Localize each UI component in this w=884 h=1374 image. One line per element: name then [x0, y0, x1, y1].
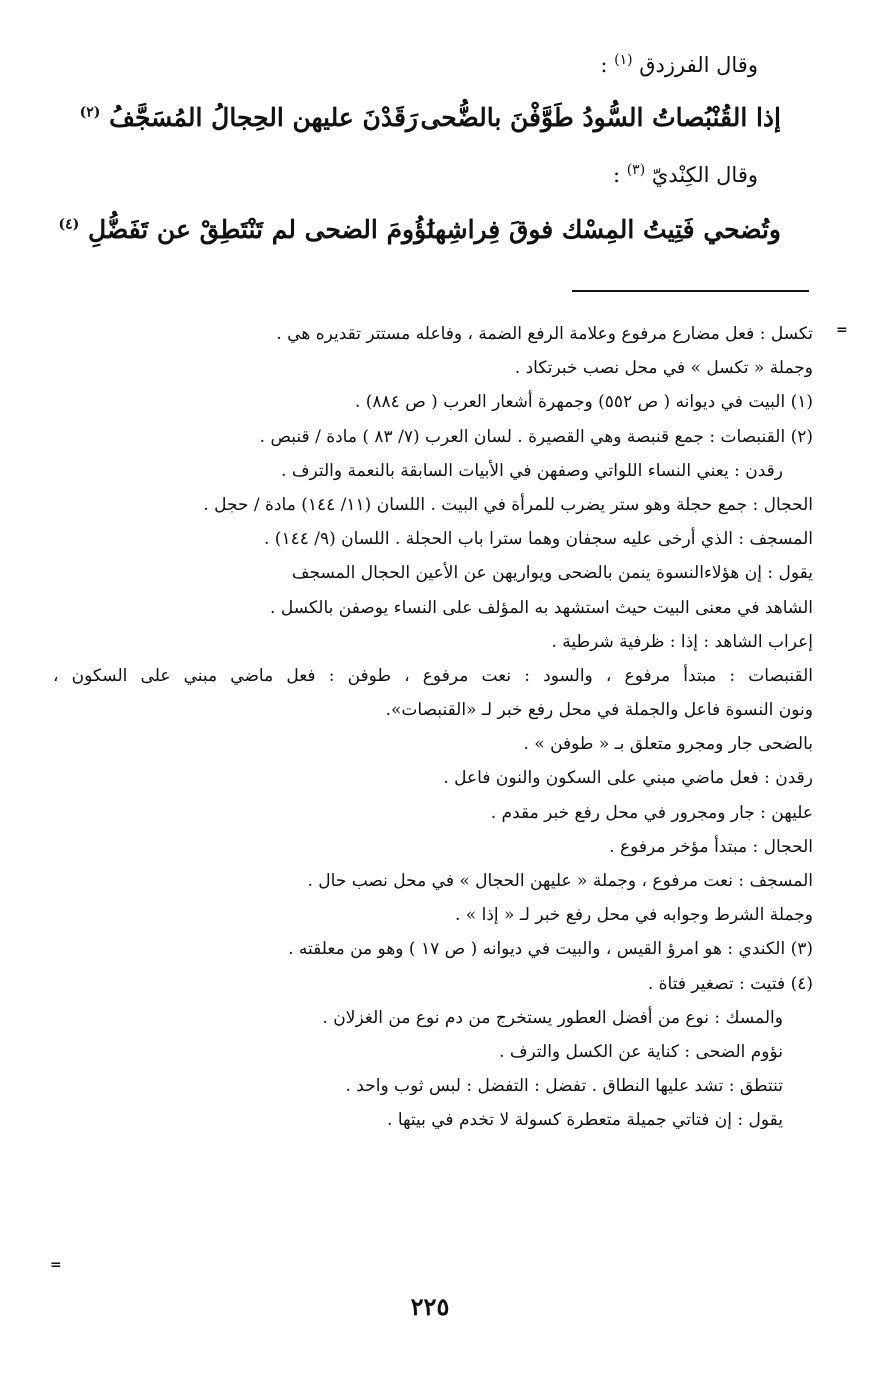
footnote-line: تكسل : فعل مضارع مرفوع وعلامة الرفع الضمة ، وفاعله مستتر تقديره هي . [276, 324, 813, 344]
footnote-ref: (١) [614, 52, 633, 68]
footnote-line: رقدن : فعل ماضي مبني على السكون والنون فاعل . [443, 768, 813, 789]
footnote-ref: (٢) [79, 104, 101, 121]
poem-intro-farazdaq [600, 52, 758, 77]
footnote-line: القنبصات : مبتدأ مرفوع ، والسود : نعت مرفوع ، طوفن : فعل ماضي مبني على السكون ، [53, 665, 813, 686]
footnote-line: الحجال : مبتدأ مؤخر مرفوع . [609, 836, 813, 857]
footnote-line: إعراب الشاهد : إذا : ظرفية شرطية . [551, 631, 813, 652]
footnote-line: (١) البيت في ديوانه ( ص ٥٥٢) وجمهرة أشعار العرب ( ص ٨٨٤) . [354, 392, 813, 413]
footnote-ref: (٣) [626, 162, 646, 178]
footnotes [53, 317, 813, 1138]
footnote-line: المسجف : الذي أرخى عليه سجفان وهما سترا باب الحجلة . اللسان (٩/ ١٤٤) . [264, 529, 813, 550]
intro-colon: : [600, 53, 608, 77]
footnote-line: المسجف : نعت مرفوع ، وجملة « عليهن الحجال » في محل نصب حال . [307, 871, 813, 891]
verse-hemistich-1: وتُضحي فَتِيتُ المِسْك فوقَ فِراشِها [427, 215, 781, 244]
intro-colon: : [612, 163, 621, 187]
verse-hemistich-2 [80, 103, 418, 132]
page-number: ٢٢٥ [410, 1292, 450, 1321]
footnote-line: نؤوم الضحى : كناية عن الكسل والترف . [499, 1041, 783, 1062]
margin-mark: = [836, 322, 848, 338]
poem-intro-kindi [613, 162, 758, 187]
footnote-line: (٤) فتيت : تصغير فتاة . [647, 973, 813, 994]
footnote-line: (٣) الكندي : هو امرؤ القيس ، والبيت في ديوانه ( ص ١٧ ) وهو من معلقته . [288, 939, 813, 960]
footnote-ref: (٤) [58, 216, 80, 233]
footnote-separator [572, 290, 809, 292]
intro-text: وقال الكِنْديّ [651, 163, 758, 187]
footnote-line: ونون النسوة فاعل والجملة في محل رفع خبر لـ «القنبصات». [385, 700, 813, 721]
footnote-line: وجملة الشرط وجوابه في محل رفع خبر لـ « إذا » . [454, 905, 813, 926]
hemistich-text: نَؤُومَ الضحى لم تَنْتَطِقْ عن تَفَضُّلِ [88, 215, 434, 244]
footnote-line: الحجال : جمع حجلة وهو ستر يضرب للمرأة في البيت . اللسان (١١/ ١٤٤) مادة / حجل . [203, 494, 813, 515]
footnote-line: عليهن : جار ومجرور في محل رفع خبر مقدم . [490, 802, 813, 823]
footnote-line: وجملة « تكسل » في محل نصب خبرتكاد . [514, 358, 813, 379]
footnote-line: تنتطق : تشد عليها النطاق . تفضل : التفضل : لبس ثوب واحد . [345, 1076, 783, 1097]
verse-hemistich-1: إذا القُنْبُصاتُ السُّودُ طَوَّفْنَ بالضُّحى [420, 103, 781, 132]
footnote-line: والمسك : نوع من أفضل العطور يستخرج من دم نوع من الغزلان . [322, 1007, 783, 1028]
footnote-line: (٢) القنبصات : جمع قنبصة وهي القصيرة . لسان العرب (٧/ ٨٣ ) مادة / قنبص . [259, 426, 813, 447]
verse-hemistich-2 [59, 215, 434, 244]
margin-mark: = [50, 1257, 62, 1273]
footnote-line: يقول : إن فتاتي جميلة متعطرة كسولة لا تخدم في بيتها . [387, 1110, 783, 1131]
footnote-line: بالضحى جار ومجرو متعلق بـ « طوفن » . [523, 734, 813, 755]
footnote-line: رقدن : يعني النساء اللواتي وصفهن في الأبيات السابقة بالنعمة والترف . [281, 460, 783, 481]
footnote-line: يقول : إن هؤلاءالنسوة ينمن بالضحى ويواريهن عن الأعين الحجال المسجف [291, 563, 813, 584]
hemistich-text: رَقَدْنَ عليهن الحِجالُ المُسَجَّفُ [109, 103, 418, 132]
intro-text: وقال الفرزدق [639, 53, 758, 77]
footnote-line: الشاهد في معنى البيت حيث استشهد به المؤلف على النساء يوصفن بالكسل . [270, 597, 813, 618]
